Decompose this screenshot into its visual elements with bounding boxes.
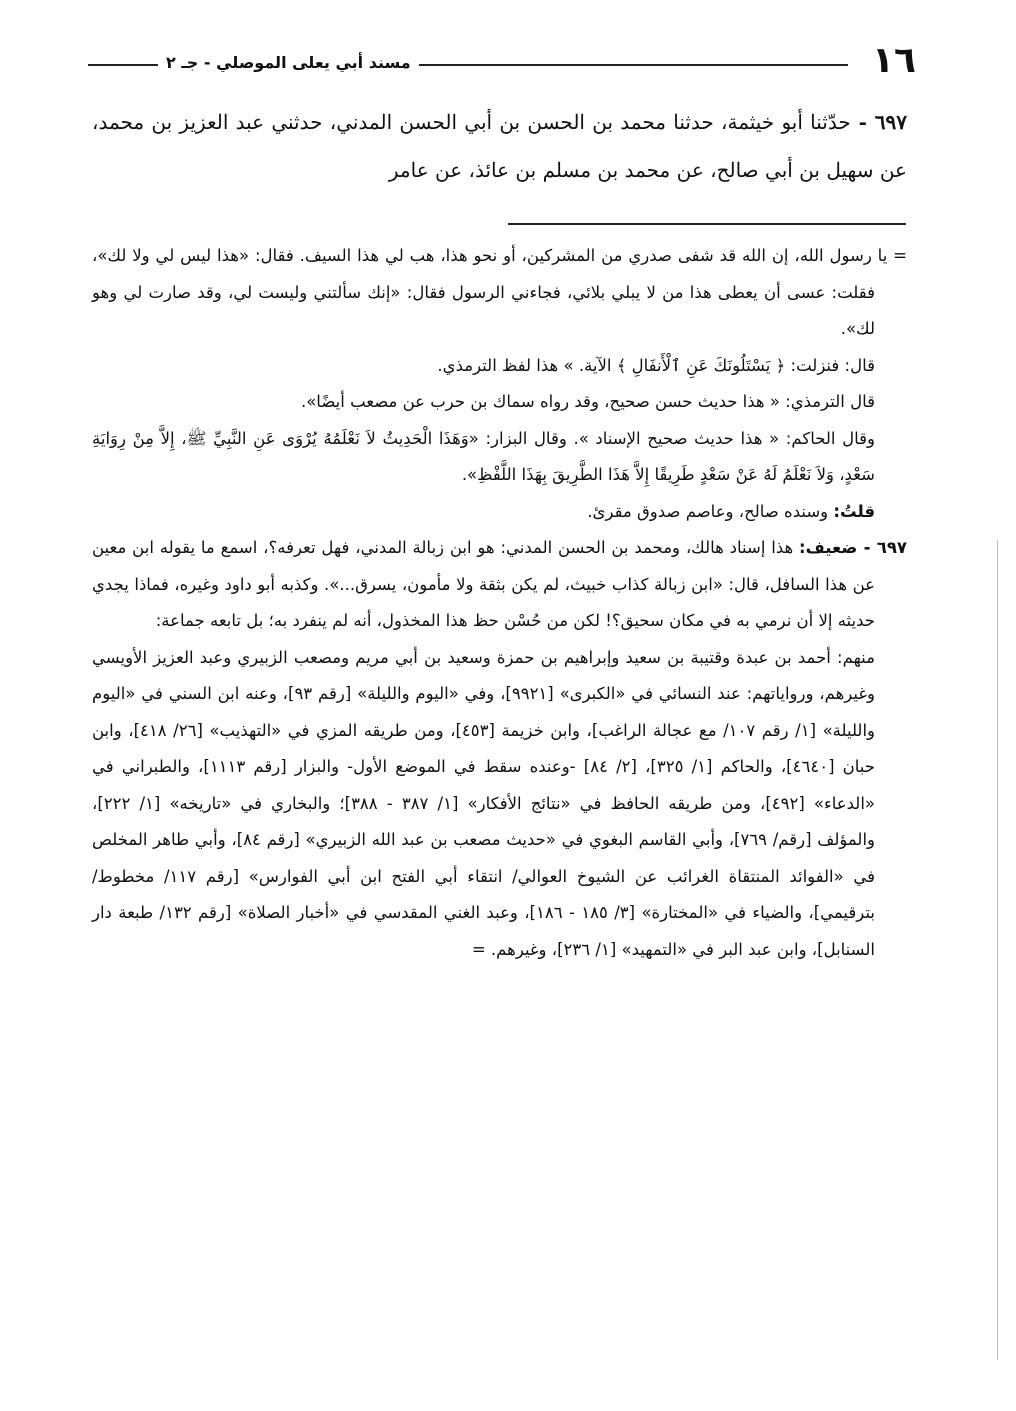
note-tirmidhi: قال الترمذي: « هذا حديث حسن صحيح، وقد رواه سماك بن حرب عن مصعب أيضًا». [300, 392, 875, 411]
qultu-text: وسنده صالح، وعاصم صدوق مقرئ. [587, 501, 829, 521]
note-followers: منهم: أحمد بن عبدة وقتيبة بن سعيد وإبراهيم بن حمزة وسعيد بن أبي مريم ومصعب الزبيري وعبد العزيز الأويسي وغيرهم، ورواياتهم: عند النسائي في «الكبرى» [٩٩٢١]، وفي «اليوم والليلة» [رقم ٩٣]، وعنه ابن السني في «اليوم والليلة» [١/ رقم ١٠٧/ مع عجالة الراغب]، وابن خزيمة [٤٥٣]، ومن طريقه المزي في «التهذيب» [٢٦/ ٤١٨]، وابن حبان [٤٦٤٠]، والحاكم [١/ ٣٢٥]، [٢/ ٨٤] -وعنده سقط في الموضع الأول- والبزار [رقم ١١١٣]، والطبراني في «الدعاء» [٤٩٢]، ومن طريقه الحافظ في «نتائج الأفكار» [١/ ٣٨٧ - ٣٨٨]؛ والبخاري في «تاريخه» [١/ ٢٢٢]، والمؤلف [رقم/ ٧٦٩]، وأبي القاسم البغوي في «حديث مصعب بن عبد الله الزبيري» [رقم ٨٤]، وأبي طاهر المخلص في «الفوائد المنتقاة الغرائب عن الشيوخ العوالي/ انتقاء أبي الفتح ابن أبي الفوارس» [رقم ١١٧/ مخطوط/ بترقيمي]، والضياء في «المختارة» [٣/ ١٨٥ - ١٨٦]، وعبد الغني المقدسي في «أخبار الصلاة» [رقم ١٣٢/ طبعة دار السنابل]، وابن عبد البر في «التمهيد» [١/ ٢٣٦]، وغيرهم. = [92, 647, 876, 959]
page-header [88, 38, 916, 88]
footnotes [92, 238, 907, 968]
footnote-separator [508, 223, 906, 225]
page-number: ١٦ [872, 40, 916, 81]
hadith-text [92, 98, 907, 194]
running-title: مسند أبي يعلى الموصلي - جـ ٢ [158, 48, 419, 78]
hadith-number: ٦٩٧ - [850, 110, 907, 134]
note-697-label: ٦٩٧ - ضعيف: [799, 538, 907, 557]
note-hakim-bazzar: وقال الحاكم: « هذا حديث صحيح الإسناد ». وقال البزار: «وَهَذَا الْحَدِيثُ لاَ نَعْلَمُهُ يُرْوَى عَنِ النَّبِيِّ ﷺ، إِلاَّ مِنْ رِوَايَةِ سَعْدٍ، وَلاَ نَعْلَمُ لَهُ عَنْ سَعْدٍ طَرِيقًا إِلاَّ هَذَا الطَّرِيقَ بِهَذَا اللَّفْظِ». [92, 428, 875, 484]
note-697 [92, 530, 907, 640]
margin-line [997, 540, 998, 1360]
qultu-label: قلتُ: [833, 501, 875, 521]
note-697-text: هذا إسناد هالك، ومحمد بن الحسن المدني: هو ابن زبالة المدني، فهل تعرفه؟، اسمع ما يقوله ابن معين عن هذا السافل، قال: «ابن زبالة كذاب خبيث، لم يكن بثقة ولا مأمون، يسرق...». وكذبه أبو داود وغيره، فماذا يجدي حديثه إلا أن نرمي به في مكان سحيق؟! لكن من حُسْن حظ هذا المخذول، أنه لم ينفرد به؛ بل تابعه جماعة: [92, 538, 875, 630]
note-quote-verse: قال: فنزلت: ﴿ يَسْتَلُونَكَ عَنِ ٱلْأَنفَالِ ﴾ الآية. » هذا لفظ الترمذي. [437, 355, 875, 375]
note-qultu [92, 494, 907, 531]
note-continuation: = يا رسول الله، إن الله قد شفى صدري من المشركين، أو نحو هذا، هب لي هذا السيف. فقال: «هذا ليس لي ولا لك»، فقلت: عسى أن يعطى هذا من لا يبلي بلائي، فجاءني الرسول فقال: «إنك سألتني وليست لي، وقد صارت لي وهو لك». [92, 246, 907, 338]
hadith-body: حدّثنا أبو خيثمة، حدثنا محمد بن الحسن بن أبي الحسن المدني، حدثني عبد العزيز بن محمد، عن سهيل بن أبي صالح، عن محمد بن مسلم بن عائذ، عن عامر [92, 110, 907, 182]
